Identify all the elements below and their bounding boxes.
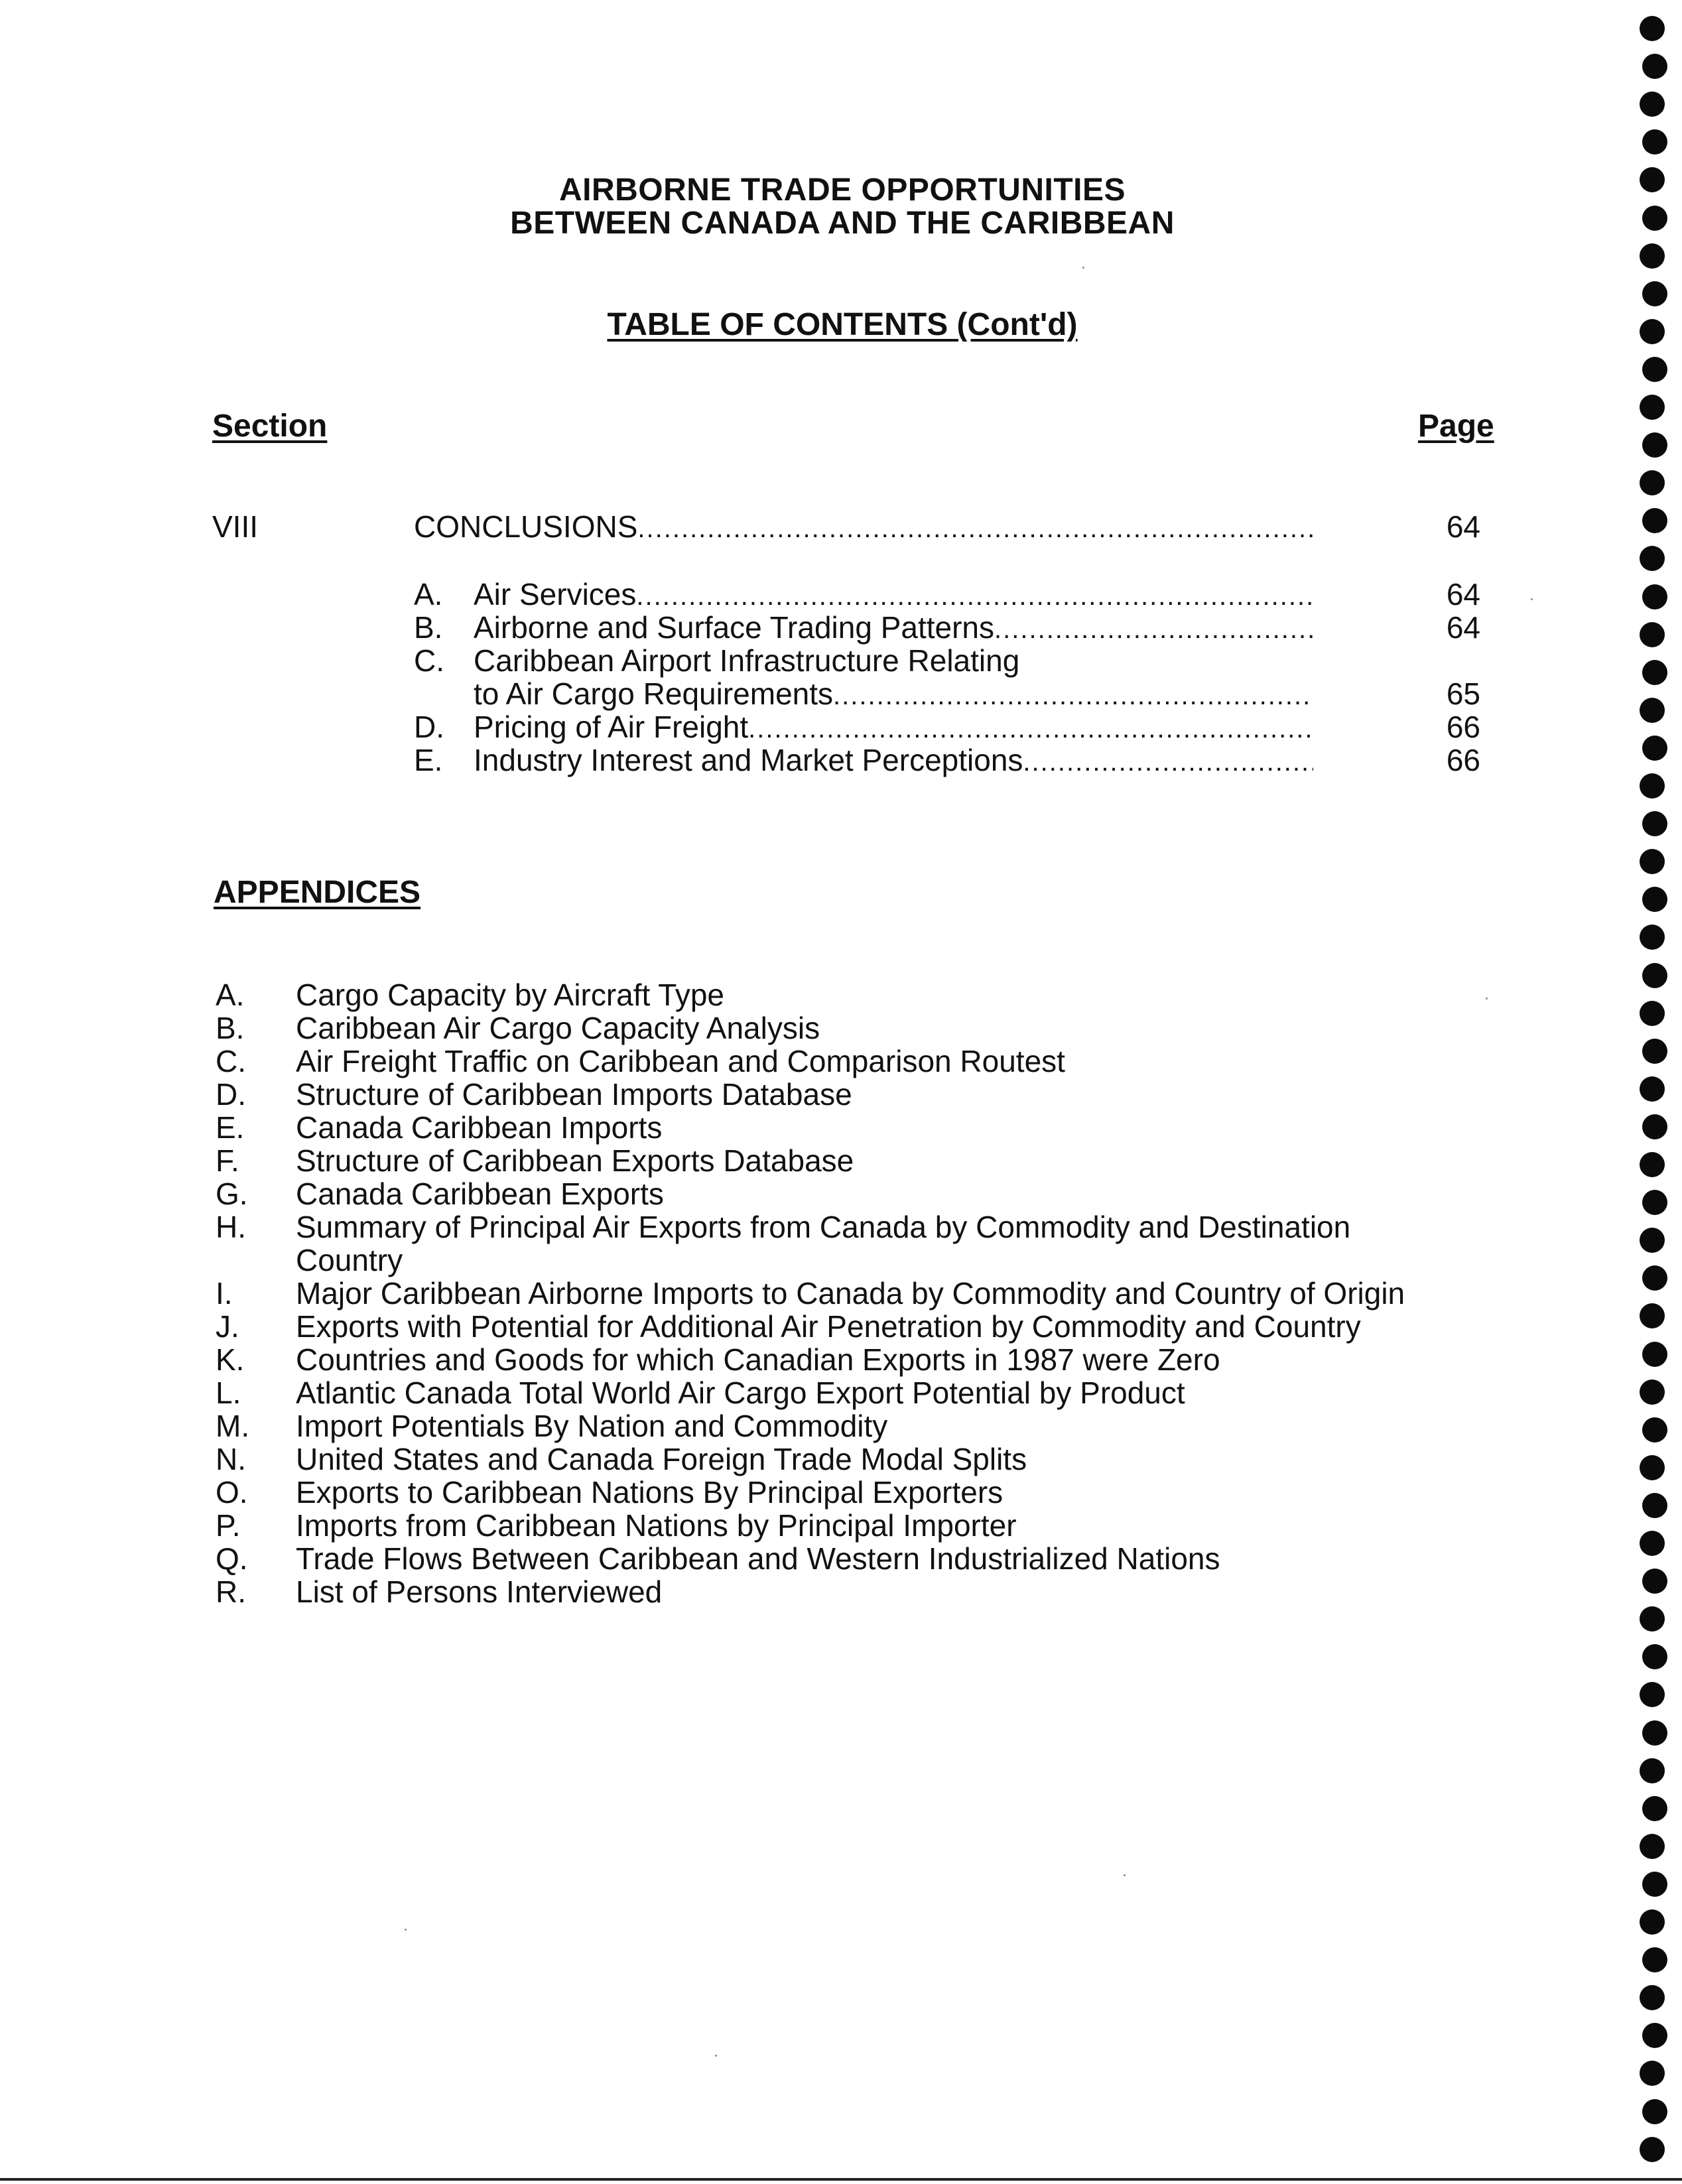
appendix-title[interactable]: Cargo Capacity by Aircraft Type	[296, 978, 724, 1012]
punched-hole-icon	[1642, 508, 1667, 533]
appendix-title[interactable]: Air Freight Traffic on Caribbean and Comparison Routest	[296, 1044, 1065, 1078]
punched-hole-icon	[1642, 1569, 1667, 1594]
punched-hole-icon	[1642, 811, 1667, 836]
punched-hole-icon	[1642, 1114, 1667, 1139]
appendix-letter: M.	[216, 1409, 250, 1443]
punched-hole-icon	[1642, 432, 1667, 458]
punched-hole-icon	[1642, 357, 1667, 382]
punched-hole-icon	[1642, 887, 1667, 912]
punched-hole-icon	[1640, 773, 1665, 799]
toc-entry-title: CONCLUSIONS	[414, 509, 638, 544]
punched-hole-icon	[1642, 1265, 1667, 1291]
punched-hole-icon	[1640, 1303, 1665, 1328]
appendix-letter: F.	[216, 1143, 239, 1178]
appendix-letter: P.	[216, 1508, 241, 1543]
appendix-letter: L.	[216, 1376, 241, 1410]
appendix-letter: B.	[216, 1011, 245, 1045]
scan-speck	[715, 2055, 717, 2057]
appendix-letter: Q.	[216, 1541, 248, 1576]
punched-hole-icon	[1642, 2023, 1667, 2048]
toc-subentry-pricing[interactable]	[474, 710, 1313, 744]
appendix-letter: R.	[216, 1574, 246, 1609]
dot-leader	[748, 712, 1313, 746]
appendix-title[interactable]: Trade Flows Between Caribbean and Western Industrialized Nations	[296, 1541, 1220, 1576]
scan-speck	[1124, 1874, 1126, 1876]
appendix-title[interactable]: Canada Caribbean Exports	[296, 1177, 664, 1211]
toc-subentry-title-continued: to Air Cargo Requirements	[474, 676, 834, 711]
appendix-letter: A.	[216, 978, 245, 1012]
toc-subentry-air-services[interactable]	[474, 577, 1313, 611]
appendix-letter: E.	[216, 1110, 245, 1145]
punched-hole-icon	[1640, 1834, 1665, 1859]
punched-hole-icon	[1640, 925, 1665, 950]
punched-hole-icon	[1642, 1720, 1667, 1746]
dot-leader	[636, 579, 1313, 613]
appendix-letter: O.	[216, 1475, 248, 1510]
punched-hole-icon	[1640, 1152, 1665, 1177]
scan-speck	[1082, 267, 1084, 269]
appendix-title[interactable]: Exports with Potential for Additional Air Penetration by Commodity and Country	[296, 1309, 1361, 1344]
appendix-title-continued[interactable]: Country	[296, 1243, 403, 1277]
toc-page-number: 66	[1446, 710, 1480, 744]
punched-hole-icon	[1640, 1076, 1665, 1102]
scan-speck	[405, 1929, 407, 1931]
punched-hole-icon	[1642, 281, 1667, 306]
appendix-title[interactable]: Caribbean Air Cargo Capacity Analysis	[296, 1011, 820, 1045]
punched-hole-icon	[1642, 584, 1667, 610]
toc-subentry-title: Airborne and Surface Trading Patterns	[474, 610, 995, 645]
punched-hole-icon	[1640, 1606, 1665, 1632]
appendix-title[interactable]: Major Caribbean Airborne Imports to Canada by Commodity and Country of Origin	[296, 1276, 1405, 1311]
punched-hole-icon	[1640, 2061, 1665, 2086]
appendix-title[interactable]: Import Potentials By Nation and Commodity	[296, 1409, 888, 1443]
punched-hole-icon	[1642, 963, 1667, 988]
punched-hole-icon	[1642, 1493, 1667, 1518]
punched-hole-icon	[1642, 1872, 1667, 1897]
appendix-title[interactable]: Imports from Caribbean Nations by Principal Importer	[296, 1508, 1017, 1543]
appendix-title[interactable]: Canada Caribbean Imports	[296, 1110, 663, 1145]
document-title-line-2: BETWEEN CANADA AND THE CARIBBEAN	[510, 206, 1175, 241]
document-title-line-1: AIRBORNE TRADE OPPORTUNITIES	[558, 172, 1126, 208]
punched-hole-icon	[1640, 1001, 1665, 1026]
appendix-title[interactable]: Exports to Caribbean Nations By Principal Exporters	[296, 1475, 1003, 1510]
toc-heading: TABLE OF CONTENTS (Cont'd)	[607, 307, 1078, 342]
punched-hole-icon	[1642, 1796, 1667, 1821]
appendix-letter: H.	[216, 1210, 246, 1244]
toc-subentry-industry-interest[interactable]	[474, 743, 1313, 777]
page-column-header: Page	[1418, 409, 1494, 444]
punched-hole-icon	[1640, 1380, 1665, 1405]
appendix-title[interactable]: Summary of Principal Air Exports from Canada by Commodity and Destination	[296, 1210, 1351, 1244]
scan-speck	[1486, 997, 1488, 999]
scan-speck	[1531, 598, 1533, 600]
punched-hole-icon	[1640, 1758, 1665, 1783]
punched-hole-icon	[1640, 167, 1665, 192]
punched-hole-icon	[1642, 660, 1667, 685]
punched-hole-icon	[1640, 470, 1665, 495]
punched-hole-icon	[1640, 2137, 1665, 2162]
punched-hole-icon	[1640, 1228, 1665, 1253]
appendix-letter: K.	[216, 1342, 245, 1377]
dot-leader	[637, 511, 1313, 546]
punched-hole-icon	[1640, 1909, 1665, 1935]
section-number: VIII	[212, 509, 259, 544]
appendices-heading: APPENDICES	[214, 875, 421, 910]
punched-hole-icon	[1642, 1342, 1667, 1367]
toc-page-number: 64	[1446, 577, 1480, 611]
appendix-title[interactable]: Countries and Goods for which Canadian Exports in 1987 were Zero	[296, 1342, 1220, 1377]
punched-hole-icon	[1642, 1947, 1667, 1972]
appendix-title[interactable]: Atlantic Canada Total World Air Cargo Export Potential by Product	[296, 1376, 1185, 1410]
appendix-letter: I.	[216, 1276, 233, 1311]
appendix-letter: J.	[216, 1309, 239, 1344]
punched-hole-icon	[1640, 849, 1665, 874]
toc-subentry-trading-patterns[interactable]	[474, 610, 1313, 645]
punched-hole-icon	[1640, 698, 1665, 723]
toc-page-number: 64	[1446, 509, 1480, 544]
dot-leader	[994, 612, 1313, 647]
punched-hole-icon	[1640, 1682, 1665, 1707]
toc-subentry-airport-infrastructure[interactable]	[474, 676, 1313, 711]
binder-holes	[1637, 7, 1677, 2182]
punched-hole-icon	[1640, 1985, 1665, 2010]
punched-hole-icon	[1640, 16, 1665, 41]
appendix-title[interactable]: United States and Canada Foreign Trade Modal Splits	[296, 1442, 1027, 1476]
punched-hole-icon	[1642, 736, 1667, 761]
punched-hole-icon	[1642, 206, 1667, 231]
toc-subentry-title: Industry Interest and Market Perceptions	[474, 743, 1023, 777]
punched-hole-icon	[1640, 622, 1665, 647]
punched-hole-icon	[1640, 319, 1665, 344]
punched-hole-icon	[1640, 92, 1665, 117]
appendix-letter: G.	[216, 1177, 248, 1211]
section-column-header: Section	[212, 409, 328, 444]
toc-page-number: 64	[1446, 610, 1480, 645]
toc-subentry-title: Air Services	[474, 577, 637, 611]
punched-hole-icon	[1642, 1644, 1667, 1669]
toc-subentry-letter: A.	[414, 577, 443, 611]
punched-hole-icon	[1642, 129, 1667, 155]
punched-hole-icon	[1642, 1039, 1667, 1064]
appendix-letter: D.	[216, 1077, 246, 1112]
appendix-letter: C.	[216, 1044, 246, 1078]
punched-hole-icon	[1640, 243, 1665, 269]
appendix-letter: N.	[216, 1442, 246, 1476]
appendix-title[interactable]: Structure of Caribbean Imports Database	[296, 1077, 852, 1112]
toc-subentry-letter: B.	[414, 610, 443, 645]
punched-hole-icon	[1642, 1190, 1667, 1215]
dot-leader	[1023, 745, 1313, 779]
toc-subentry-title: Caribbean Airport Infrastructure Relating	[474, 643, 1020, 678]
punched-hole-icon	[1640, 1455, 1665, 1480]
appendix-title[interactable]: List of Persons Interviewed	[296, 1574, 663, 1609]
toc-page-number: 65	[1446, 676, 1480, 711]
toc-subentry-letter: D.	[414, 710, 444, 744]
punched-hole-icon	[1640, 1531, 1665, 1556]
punched-hole-icon	[1640, 395, 1665, 420]
toc-subentry-letter: C.	[414, 643, 444, 678]
punched-hole-icon	[1642, 1417, 1667, 1443]
dot-leader	[833, 678, 1313, 713]
punched-hole-icon	[1640, 546, 1665, 571]
toc-subentry-title: Pricing of Air Freight	[474, 710, 749, 744]
punched-hole-icon	[1642, 2099, 1667, 2124]
appendix-title[interactable]: Structure of Caribbean Exports Database	[296, 1143, 854, 1178]
toc-subentry-letter: E.	[414, 743, 443, 777]
page-bottom-edge	[0, 2178, 1682, 2181]
punched-hole-icon	[1642, 54, 1667, 79]
toc-page-number: 66	[1446, 743, 1480, 777]
toc-entry-conclusions[interactable]	[414, 509, 1313, 544]
